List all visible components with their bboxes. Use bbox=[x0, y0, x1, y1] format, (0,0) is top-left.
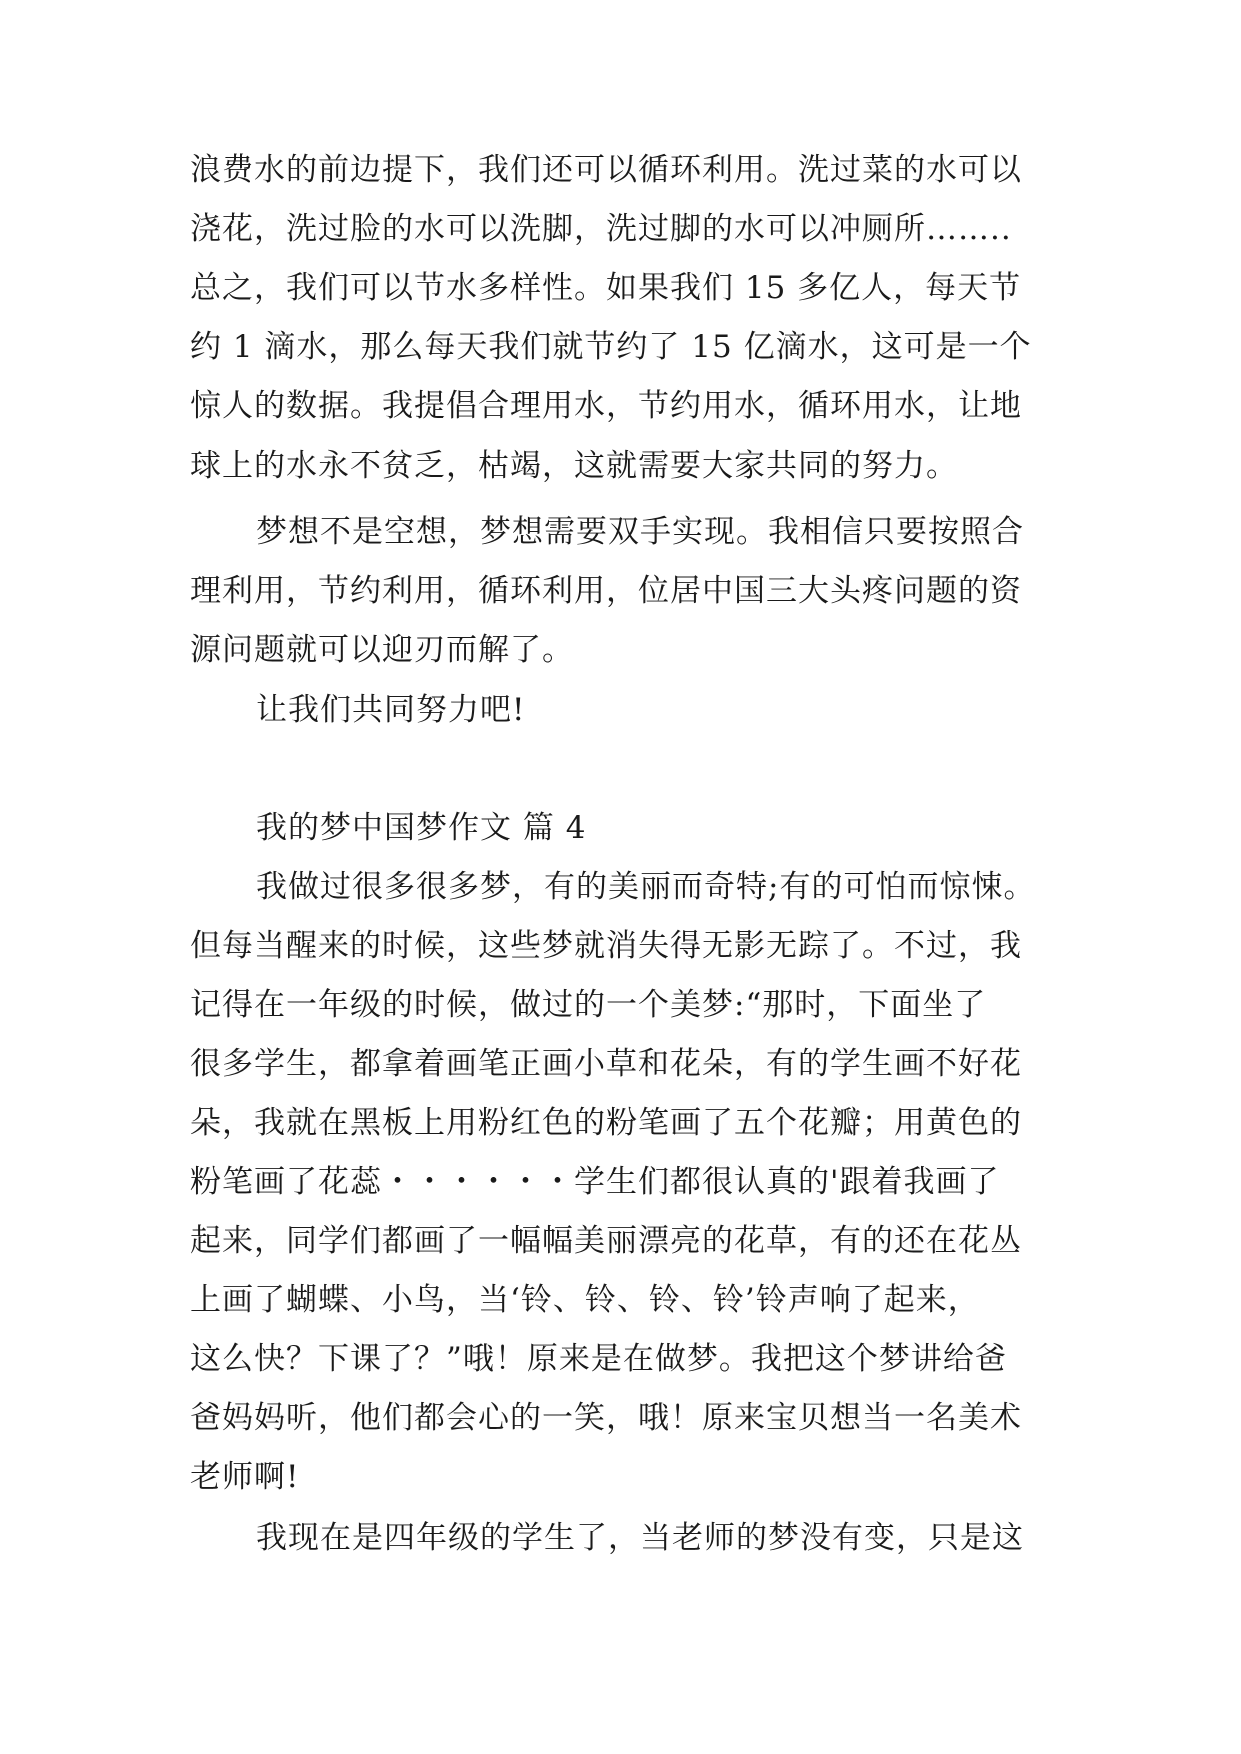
text-line: 总之，我们可以节水多样性。如果我们 15 多亿人，每天节 bbox=[190, 270, 1022, 306]
text-line: 记得在一年级的时候，做过的一个美梦:“那时，下面坐了 bbox=[190, 987, 987, 1023]
paragraph-start: 我现在是四年级的学生了，当老师的梦没有变，只是这 bbox=[256, 1520, 1024, 1556]
text-line: 粉笔画了花蕊・・・・・・学生们都很认真的'跟着我画了 bbox=[190, 1164, 1000, 1200]
text-line: 浪费水的前边提下，我们还可以循环利用。洗过菜的水可以 bbox=[190, 152, 1022, 188]
text-line: 朵，我就在黑板上用粉红色的粉笔画了五个花瓣；用黄色的 bbox=[190, 1105, 1022, 1141]
paragraph-start: 让我们共同努力吧! bbox=[256, 692, 526, 728]
text-line: 上画了蝴蝶、小鸟，当‘铃、铃、铃、铃’铃声响了起来， bbox=[190, 1282, 980, 1318]
section-heading: 我的梦中国梦作文 篇 4 bbox=[256, 810, 587, 846]
text-line: 起来，同学们都画了一幅幅美丽漂亮的花草，有的还在花丛 bbox=[190, 1223, 1022, 1259]
text-line: 老师啊! bbox=[190, 1459, 300, 1495]
text-line: 很多学生，都拿着画笔正画小草和花朵，有的学生画不好花 bbox=[190, 1046, 1022, 1082]
text-line: 浇花，洗过脸的水可以洗脚，洗过脚的水可以冲厕所…….. bbox=[190, 211, 1012, 247]
text-line: 爸妈妈听，他们都会心的一笑，哦！原来宝贝想当一名美术 bbox=[190, 1400, 1022, 1436]
text-line: 这么快？下课了？”哦！原来是在做梦。我把这个梦讲给爸 bbox=[190, 1341, 1007, 1377]
text-line: 但每当醒来的时候，这些梦就消失得无影无踪了。不过，我 bbox=[190, 928, 1022, 964]
text-line: 源问题就可以迎刃而解了。 bbox=[190, 632, 574, 668]
text-line: 惊人的数据。我提倡合理用水，节约用水，循环用水，让地 bbox=[190, 388, 1022, 424]
text-line: 理利用，节约利用，循环利用，位居中国三大头疼问题的资 bbox=[190, 573, 1022, 609]
paragraph-start: 梦想不是空想，梦想需要双手实现。我相信只要按照合 bbox=[256, 514, 1024, 550]
paragraph-start: 我做过很多很多梦，有的美丽而奇特;有的可怕而惊悚。 bbox=[256, 869, 1036, 905]
text-line: 约 1 滴水，那么每天我们就节约了 15 亿滴水，这可是一个 bbox=[190, 329, 1032, 365]
text-line: 球上的水永不贫乏，枯竭，这就需要大家共同的努力。 bbox=[190, 448, 958, 484]
